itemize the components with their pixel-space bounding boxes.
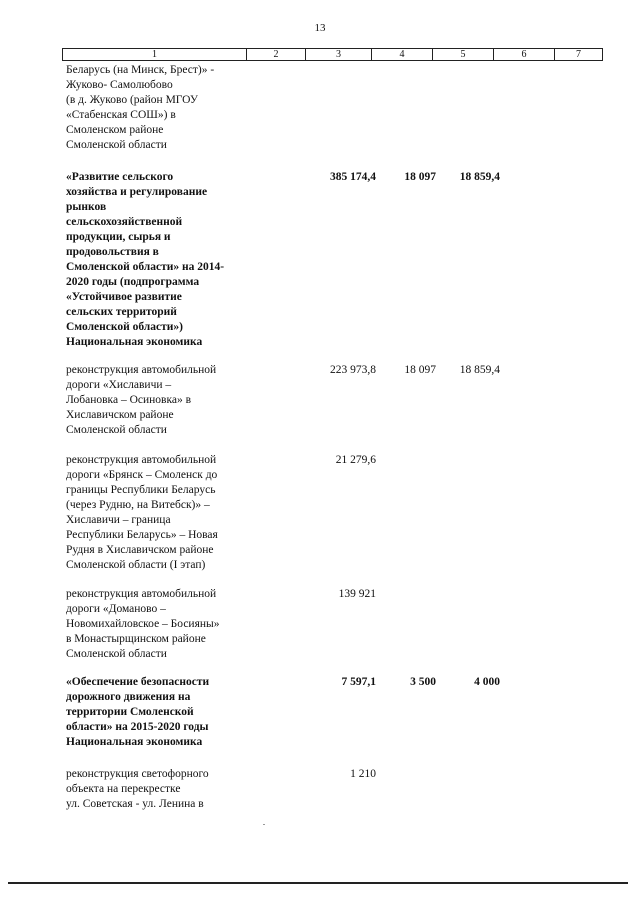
header-col-2: 2	[247, 49, 306, 60]
row-text: реконструкция светофорного объекта на перекрестке ул. Советская - ул. Ленина в	[66, 768, 209, 810]
row-value-col3: 223 973,8	[330, 364, 376, 376]
row-value-col5: 18 859,4	[459, 364, 500, 376]
row-text: реконструкция автомобильной дороги «Хиславичи – Лобановка – Осиновка» в Хиславичском районе Смоленской области	[66, 364, 217, 436]
table-header	[62, 48, 603, 61]
row-value-col3: 7 597,1	[341, 676, 376, 688]
row-text: Беларусь (на Минск, Брест)» - Жуково- Самолюбово (в д. Жуково (район МГОУ «Стабенская СОШ») в Смоленском районе Смоленской области	[66, 64, 215, 151]
header-col-5: 5	[433, 49, 494, 60]
row-value-col3: 1 210	[350, 768, 376, 780]
row-value-col3: 21 279,6	[335, 454, 376, 466]
header-col-1: 1	[63, 49, 247, 60]
row-value-col5: 4 000	[474, 676, 500, 688]
row-value-col3: 139 921	[338, 588, 376, 600]
scan-speck	[263, 824, 265, 825]
header-col-7: 7	[576, 49, 581, 60]
header-col-6: 6	[494, 49, 555, 60]
row-text: «Развитие сельского хозяйства и регулирование рынков сельскохозяйственной продукции, сырья и продовольствия в Смоленской области» на 2014- 2020 годы (подпрограмма «Устойчивое развитие сельских территорий Смоленской области») Национальная экономика	[66, 171, 225, 348]
page-number: 13	[314, 22, 326, 34]
row-value-col4: 18 097	[404, 364, 436, 376]
row-text: реконструкция автомобильной дороги «Доманово – Новомихайловское – Босияны» в Монастырщинском районе Смоленской области	[66, 588, 220, 660]
header-col-4: 4	[372, 49, 433, 60]
row-value-col3: 385 174,4	[330, 171, 376, 183]
row-value-col4: 3 500	[410, 676, 436, 688]
row-text: реконструкция автомобильной дороги «Брянск – Смоленск до границы Республики Беларусь (через Рудню, на Витебск)» – Хиславичи – граница Республики Беларусь» – Новая Рудня в Хиславичском районе Смоленской области (I этап)	[66, 454, 218, 571]
row-text: «Обеспечение безопасности дорожного движения на территории Смоленской области» на 2015-2020 годы Национальная экономика	[66, 676, 210, 748]
header-col-3: 3	[306, 49, 372, 60]
row-value-col5: 18 859,4	[459, 171, 500, 183]
row-value-col4: 18 097	[404, 171, 436, 183]
bottom-rule	[8, 882, 628, 884]
